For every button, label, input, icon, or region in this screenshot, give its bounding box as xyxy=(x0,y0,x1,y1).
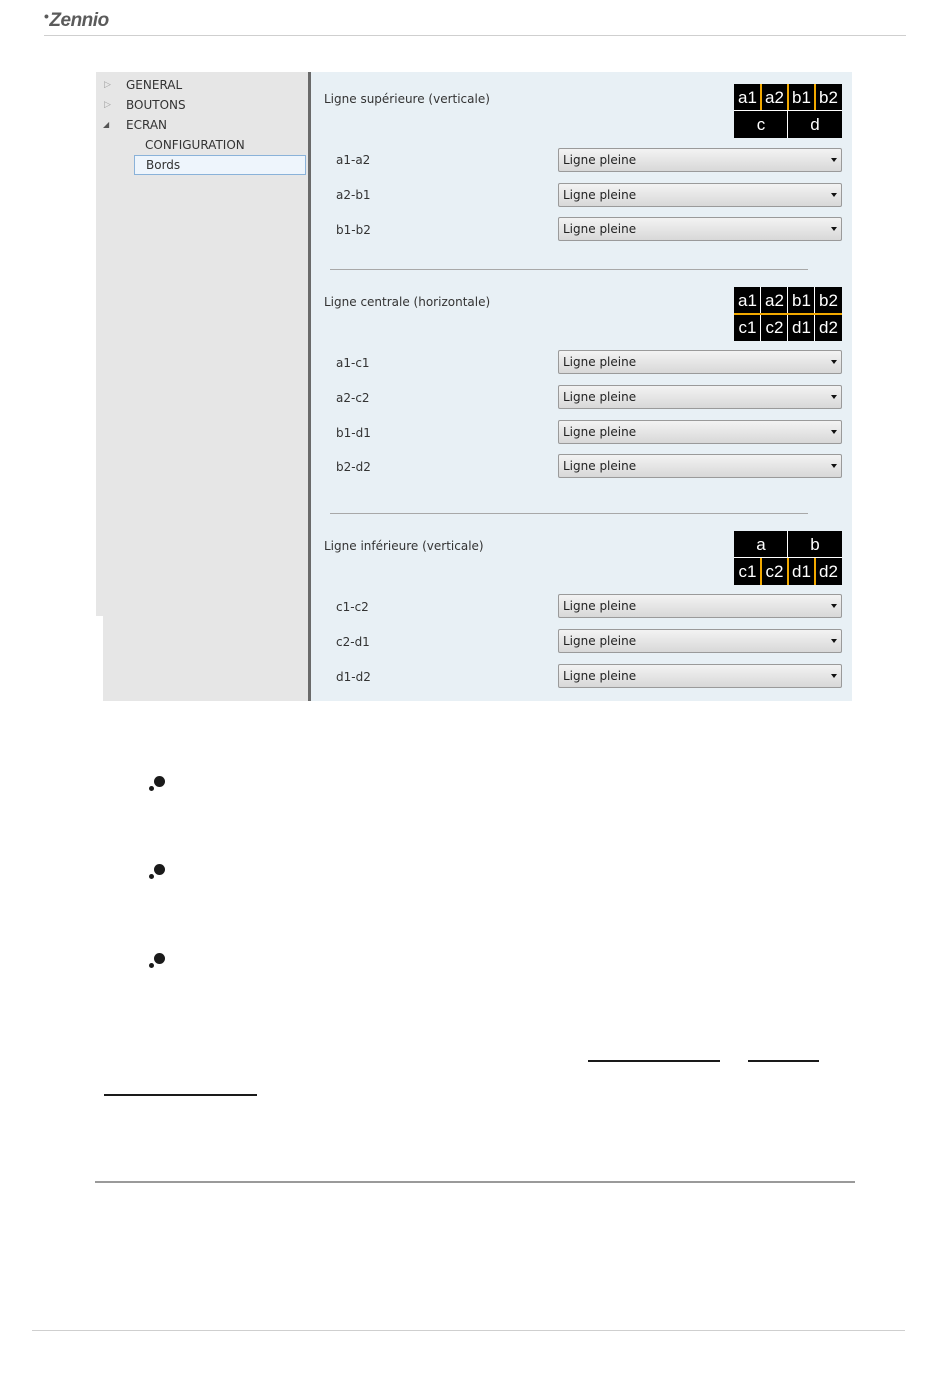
param-label: a1-a2 xyxy=(336,153,371,167)
border-style-select[interactable] xyxy=(558,420,842,444)
link-underline[interactable] xyxy=(748,1060,819,1062)
param-label: c2-d1 xyxy=(336,635,370,649)
grid-cell: a1 xyxy=(738,291,757,310)
header-rule xyxy=(44,35,906,36)
grid-cell: b1 xyxy=(792,88,811,107)
dropdown-arrow-icon[interactable] xyxy=(831,604,837,608)
bottom-line-diagram xyxy=(734,531,842,585)
parameter-tree xyxy=(96,72,309,616)
grid-cell: c2 xyxy=(765,562,784,581)
param-label: d1-d2 xyxy=(336,670,371,684)
dropdown-arrow-icon[interactable] xyxy=(831,158,837,162)
link-underline[interactable] xyxy=(588,1060,720,1062)
logo-mark: • xyxy=(44,8,49,24)
grid-line xyxy=(787,287,788,314)
bullet-icon xyxy=(148,953,168,973)
select-value: Ligne pleine xyxy=(563,153,637,167)
grid-line xyxy=(734,557,842,558)
param-label: b1-b2 xyxy=(336,223,371,237)
param-label: c1-c2 xyxy=(336,600,369,614)
expand-arrow-icon[interactable]: ▷ xyxy=(104,80,111,90)
dropdown-arrow-icon[interactable] xyxy=(831,360,837,364)
select-value: Ligne pleine xyxy=(563,222,637,236)
bullet-icon xyxy=(148,776,168,796)
tree-item-boutons[interactable]: BOUTONS xyxy=(126,98,186,112)
tree-item-general[interactable]: GENERAL xyxy=(126,78,183,92)
param-label: a1-c1 xyxy=(336,356,370,370)
grid-line xyxy=(760,314,761,341)
select-value: Ligne pleine xyxy=(563,355,637,369)
param-label: a2-c2 xyxy=(336,391,370,405)
highlight-line xyxy=(814,558,816,585)
highlight-line xyxy=(760,84,762,111)
select-value: Ligne pleine xyxy=(563,425,637,439)
dropdown-arrow-icon[interactable] xyxy=(831,674,837,678)
zennio-logo xyxy=(44,10,109,32)
dropdown-arrow-icon[interactable] xyxy=(831,430,837,434)
grid-cell: d2 xyxy=(819,562,838,581)
grid-cell: b2 xyxy=(819,88,838,107)
section-separator xyxy=(330,513,808,514)
grid-cell: a2 xyxy=(765,88,784,107)
section-title: Ligne centrale (horizontale) xyxy=(324,295,491,309)
parameter-panel xyxy=(311,72,852,701)
highlight-line xyxy=(787,558,789,585)
select-value: Ligne pleine xyxy=(563,459,637,473)
param-label: b2-d2 xyxy=(336,460,371,474)
grid-cell: b xyxy=(810,535,820,554)
tree-item-ecran[interactable]: ECRAN xyxy=(126,118,167,132)
logo-text: Zennio xyxy=(49,10,109,31)
dropdown-arrow-icon[interactable] xyxy=(831,464,837,468)
select-value: Ligne pleine xyxy=(563,390,637,404)
parameter-tree-extension xyxy=(103,616,309,701)
center-line-diagram xyxy=(734,287,842,341)
highlight-line xyxy=(760,558,762,585)
param-label: a2-b1 xyxy=(336,188,371,202)
grid-cell: c xyxy=(756,115,766,134)
link-underline[interactable] xyxy=(104,1094,257,1096)
grid-cell: a xyxy=(756,535,766,554)
highlight-line xyxy=(787,84,789,111)
grid-cell: c1 xyxy=(738,562,757,581)
border-style-select[interactable] xyxy=(558,664,842,688)
grid-cell: d xyxy=(810,115,820,134)
dropdown-arrow-icon[interactable] xyxy=(831,395,837,399)
border-style-select[interactable] xyxy=(558,148,842,172)
select-value: Ligne pleine xyxy=(563,634,637,648)
grid-cell: a1 xyxy=(738,88,757,107)
grid-line xyxy=(814,287,815,314)
section-title: Ligne inférieure (verticale) xyxy=(324,539,484,553)
collapse-arrow-icon[interactable]: ◢ xyxy=(103,120,110,129)
border-style-select[interactable] xyxy=(558,454,842,478)
section-separator xyxy=(330,269,808,270)
grid-line xyxy=(734,110,842,111)
grid-cell: d1 xyxy=(792,562,811,581)
dropdown-arrow-icon[interactable] xyxy=(831,639,837,643)
footnote-rule xyxy=(95,1181,855,1183)
grid-line xyxy=(787,531,788,558)
grid-cell: c1 xyxy=(738,318,757,337)
select-value: Ligne pleine xyxy=(563,669,637,683)
border-style-select[interactable] xyxy=(558,594,842,618)
border-style-select[interactable] xyxy=(558,217,842,241)
ets-parameter-window xyxy=(96,72,852,701)
border-style-select[interactable] xyxy=(558,629,842,653)
grid-line xyxy=(787,314,788,341)
grid-cell: a2 xyxy=(765,291,784,310)
grid-cell: c2 xyxy=(765,318,784,337)
grid-line xyxy=(787,111,788,138)
dropdown-arrow-icon[interactable] xyxy=(831,193,837,197)
grid-cell: b2 xyxy=(819,291,838,310)
grid-line xyxy=(760,287,761,314)
dropdown-arrow-icon[interactable] xyxy=(831,227,837,231)
tree-item-bords[interactable]: Bords xyxy=(134,155,306,175)
highlight-line xyxy=(814,84,816,111)
footer-rule xyxy=(32,1330,905,1331)
highlight-line xyxy=(734,313,842,315)
top-line-diagram xyxy=(734,84,842,138)
select-value: Ligne pleine xyxy=(563,599,637,613)
grid-cell: d2 xyxy=(819,318,838,337)
border-style-select[interactable] xyxy=(558,385,842,409)
border-style-select[interactable] xyxy=(558,350,842,374)
grid-cell: d1 xyxy=(792,318,811,337)
grid-line xyxy=(814,314,815,341)
param-label: b1-d1 xyxy=(336,426,371,440)
select-value: Ligne pleine xyxy=(563,188,637,202)
tree-item-configuration[interactable]: CONFIGURATION xyxy=(145,138,245,152)
grid-cell: b1 xyxy=(792,291,811,310)
border-style-select[interactable] xyxy=(558,183,842,207)
bullet-icon xyxy=(148,864,168,884)
section-title: Ligne supérieure (verticale) xyxy=(324,92,490,106)
expand-arrow-icon[interactable]: ▷ xyxy=(104,100,111,110)
